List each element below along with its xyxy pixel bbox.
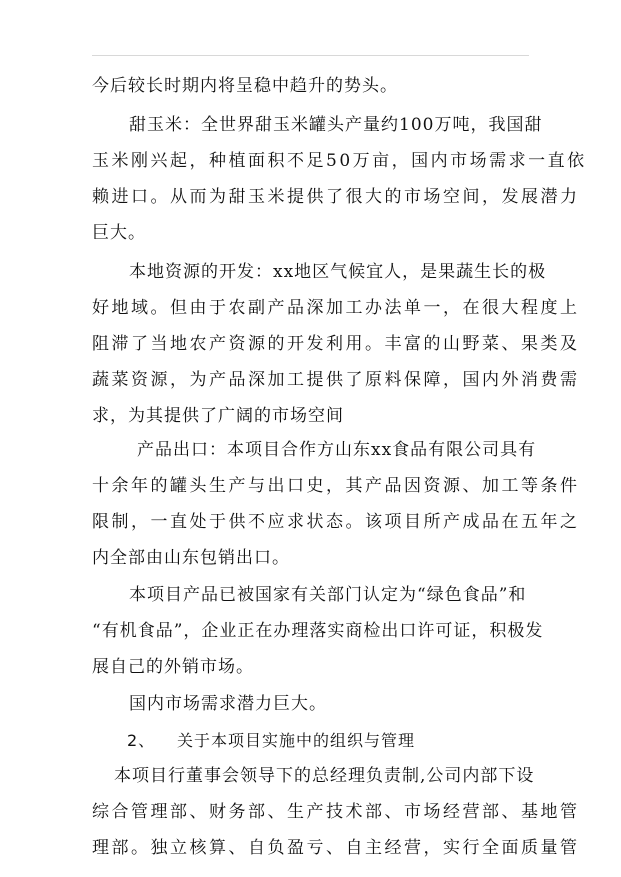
text-line: 限制，一直处于供不应求状态。该项目所产成品在五年之: [92, 512, 580, 532]
text-line: 理部。独立核算、自负盈亏、自主经营，实行全面质量管: [92, 838, 580, 858]
text-line: 今后较长时期内将呈稳中趋升的势头。: [92, 76, 398, 96]
text-line: 内全部由山东包销出口。: [92, 548, 290, 568]
section-number: 2、: [127, 731, 156, 750]
text-line: 本项目产品已被国家有关部门认定为“绿色食品”和: [129, 585, 527, 605]
text-line: 展自己的外销市场。: [92, 657, 254, 677]
section-title: 关于本项目实施中的组织与管理: [177, 731, 416, 750]
text-line: 求，为其提供了广阔的市场空间: [92, 406, 344, 426]
text-line: 本地资源的开发：xx地区气候宜人，是果蔬生长的极: [129, 262, 547, 282]
text-line: 巨大。: [92, 223, 146, 243]
text-line: 产品出口：本项目合作方山东xx食品有限公司具有: [137, 440, 537, 460]
text-line: 蔬菜资源，为产品深加工提供了原料保障，国内外消费需: [92, 370, 580, 390]
text-line: 玉米刚兴起，种植面积不足50万亩，国内市场需求一直依: [92, 151, 587, 171]
text-line: 阻滞了当地农产资源的开发利用。丰富的山野菜、果类及: [92, 334, 580, 354]
text-line: 综合管理部、财务部、生产技术部、市场经营部、基地管: [92, 802, 580, 822]
text-line: 十余年的罐头生产与出口史，其产品因资源、加工等条件: [92, 476, 580, 496]
text-line: 国内市场需求潜力巨大。: [129, 694, 327, 714]
text-line: 赖进口。从而为甜玉米提供了很大的市场空间，发展潜力: [92, 187, 580, 207]
text-line: “有机食品”，企业正在办理落实商检出口许可证，积极发: [92, 621, 544, 641]
header-rule: [92, 55, 529, 56]
section-heading: [127, 731, 415, 751]
text-line: 好地域。但由于农副产品深加工办法单一，在很大程度上: [92, 298, 580, 318]
text-line: 甜玉米：全世界甜玉米罐头产量约100万吨，我国甜: [129, 115, 543, 135]
text-line: 本项目行董事会领导下的总经理负责制,公司内部下设: [114, 766, 535, 786]
